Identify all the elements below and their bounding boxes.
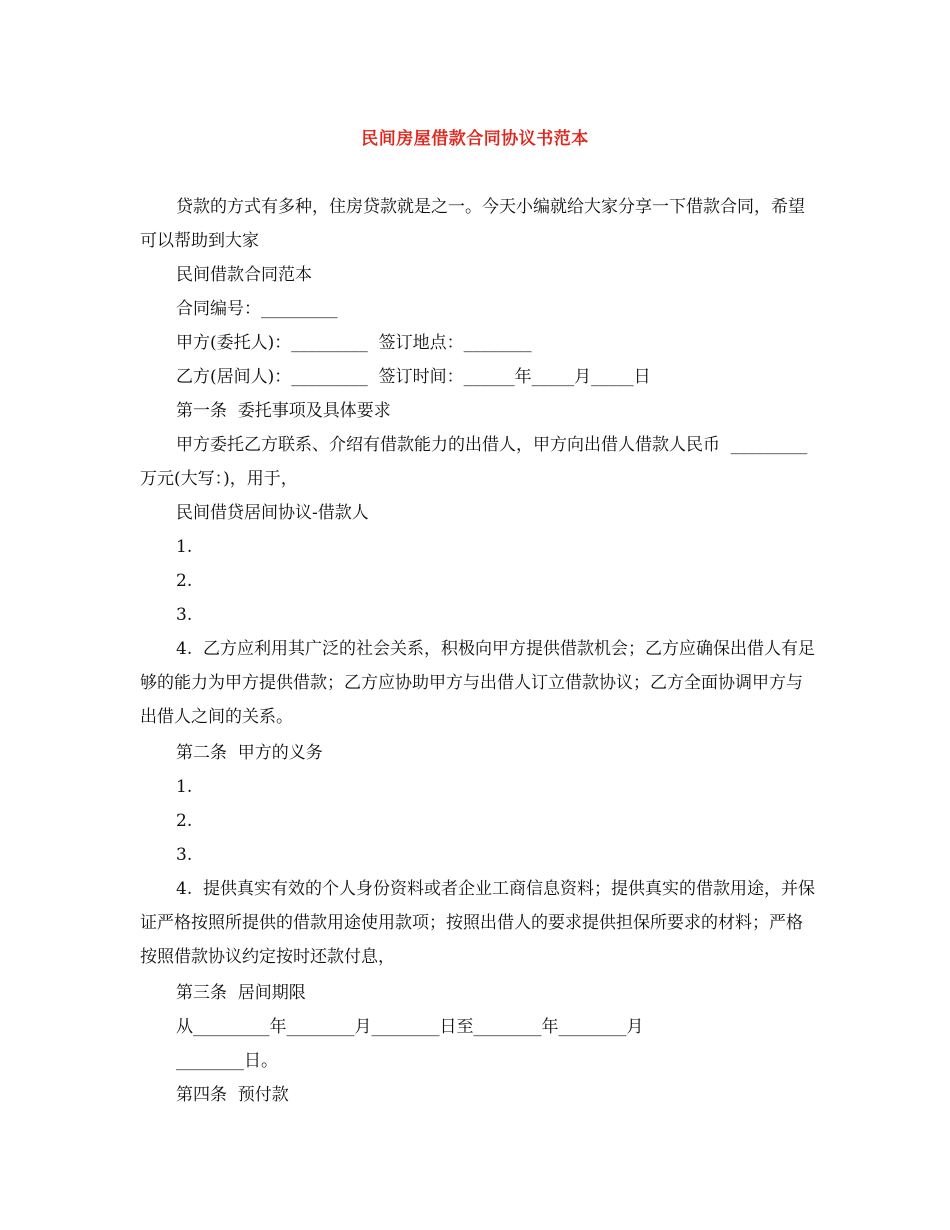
article-1-heading: 第一条 委托事项及具体要求 <box>176 401 391 421</box>
article-4-heading: 第四条 预付款 <box>176 1085 289 1105</box>
party-b-line: 乙方(居间人)：_________ 签订时间：______年_____月_____日 <box>176 367 651 387</box>
article-3-heading: 第三条 居间期限 <box>176 983 306 1003</box>
article-1-item-2: 2. <box>176 571 193 591</box>
contract-number-field: 合同编号：_________ <box>176 299 338 319</box>
article-3-period-line-1: 从_________年________月________日至________年________月 <box>176 1017 644 1037</box>
article-2-item-2: 2. <box>176 811 193 831</box>
contract-subtitle: 民间借款合同范本 <box>176 265 312 285</box>
article-1-body: 甲方委托乙方联系、介绍有借款能力的出借人，甲方向出借人借款人民币 _________万元(大写：)，用于， <box>140 435 808 489</box>
article-2-item-1: 1. <box>176 777 193 797</box>
article-2-item-3: 3. <box>176 845 193 865</box>
document-title: 民间房屋借款合同协议书范本 <box>361 129 589 149</box>
article-1-item-4: 4. 乙方应利用其广泛的社会关系，积极向甲方提供借款机会；乙方应确保出借人有足够的能力为甲方提供借款；乙方应协助甲方与出借人订立借款协议；乙方全面协调甲方与出借人之间的关系。 <box>140 639 816 727</box>
article-1-subheading: 民间借贷居间协议-借款人 <box>176 503 369 523</box>
article-2-heading: 第二条 甲方的义务 <box>176 743 323 763</box>
article-3-period-line-2: ________日。 <box>176 1051 278 1071</box>
article-1-item-3: 3. <box>176 605 193 625</box>
article-1-item-1: 1. <box>176 537 193 557</box>
intro-paragraph: 贷款的方式有多种，住房贷款就是之一。今天小编就给大家分享一下借款合同，希望可以帮助到大家 <box>140 197 805 251</box>
party-a-line: 甲方(委托人)：_________ 签订地点：________ <box>176 333 532 353</box>
article-2-item-4: 4. 提供真实有效的个人身份资料或者企业工商信息资料；提供真实的借款用途，并保证严格按照所提供的借款用途使用款项；按照出借人的要求提供担保所要求的材料；严格按照借款协议约定按时还款付息， <box>140 879 816 967</box>
